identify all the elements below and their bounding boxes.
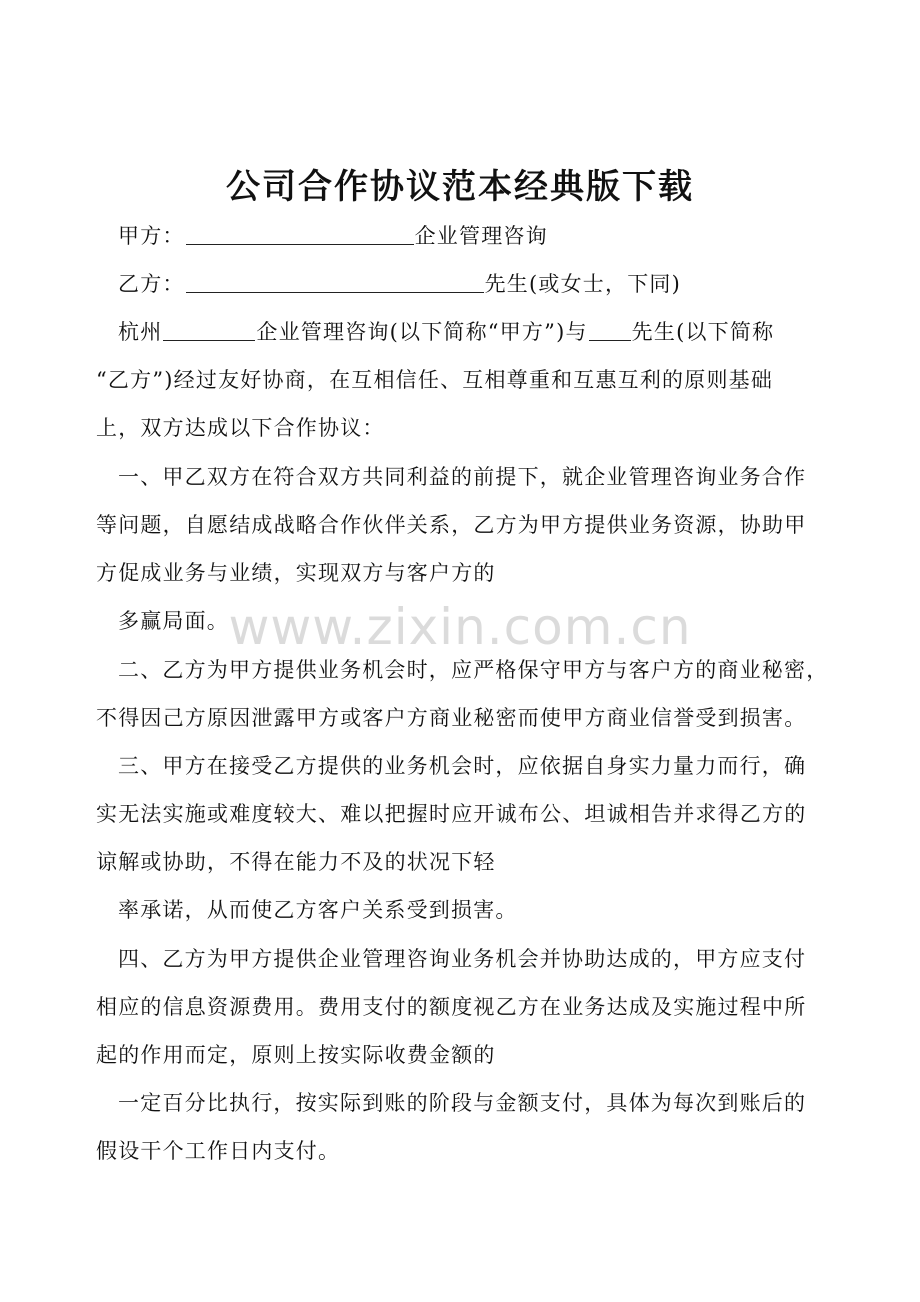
- party-a-label: 甲方：: [118, 224, 185, 248]
- clause-3-line-2: 实无法实施或难度较大、难以把握时应开诚布公、坦诚相告并求得乙方的: [96, 802, 807, 826]
- party-b-label: 乙方：: [118, 272, 185, 296]
- clause-1-line-4: 多赢局面。: [118, 609, 229, 633]
- intro-company-blank: [163, 318, 255, 341]
- clause-3-line-1: 三、甲方在接受乙方提供的业务机会时，应依据自身实力量力而行，确: [118, 754, 807, 778]
- clause-2-line-1: 二、乙方为甲方提供业务机会时，应严格保守甲方与客户方的商业秘密，: [118, 658, 829, 682]
- intro-line-1: [118, 317, 774, 347]
- intro-line-3: 上，双方达成以下合作协议：: [96, 416, 385, 440]
- party-a-suffix: 企业管理咨询: [414, 224, 548, 248]
- party-b-suffix: 先生(或女士，下同): [484, 272, 681, 296]
- party-b-blank: [186, 270, 484, 293]
- clause-4-line-1: 四、乙方为甲方提供企业管理咨询业务机会并协助达成的，甲方应支付: [118, 947, 807, 971]
- clause-4-line-5: 假设干个工作日内支付。: [96, 1139, 341, 1163]
- intro-text-a: 企业管理咨询(以下简称“甲方”)与: [256, 320, 588, 344]
- clause-4-line-2: 相应的信息资源费用。费用支付的额度视乙方在业务达成及实施过程中所: [96, 995, 807, 1019]
- intro-person-blank: [589, 318, 631, 341]
- intro-line-2: “乙方”)经过友好协商，在互相信任、互相尊重和互惠互利的原则基础: [96, 368, 774, 392]
- clause-1-line-1: 一、甲乙双方在符合双方共同利益的前提下，就企业管理咨询业务合作: [118, 465, 807, 489]
- intro-text-b: 先生(以下简称: [631, 320, 775, 344]
- intro-city: 杭州: [118, 320, 163, 344]
- party-a-line: [118, 221, 548, 251]
- clause-1-line-2: 等问题，自愿结成战略合作伙伴关系，乙方为甲方提供业务资源，协助甲: [96, 513, 807, 537]
- document-title: 公司合作协议范本经典版下载: [226, 167, 694, 207]
- clause-2-line-2: 不得因己方原因泄露甲方或客户方商业秘密而使甲方商业信誉受到损害。: [96, 706, 807, 730]
- party-a-blank: [186, 222, 414, 245]
- clause-4-line-4: 一定百分比执行，按实际到账的阶段与金额支付，具体为每次到账后的: [118, 1091, 807, 1115]
- clause-1-line-3: 方促成业务与业绩，实现双方与客户方的: [96, 561, 496, 585]
- watermark: www.zixin.com.cn: [228, 598, 692, 656]
- clause-3-line-4: 率承诺，从而使乙方客户关系受到损害。: [118, 898, 518, 922]
- clause-4-line-3: 起的作用而定，原则上按实际收费金额的: [96, 1043, 496, 1067]
- clause-3-line-3: 谅解或协助，不得在能力不及的状况下轻: [96, 850, 496, 874]
- party-b-line: [118, 269, 681, 299]
